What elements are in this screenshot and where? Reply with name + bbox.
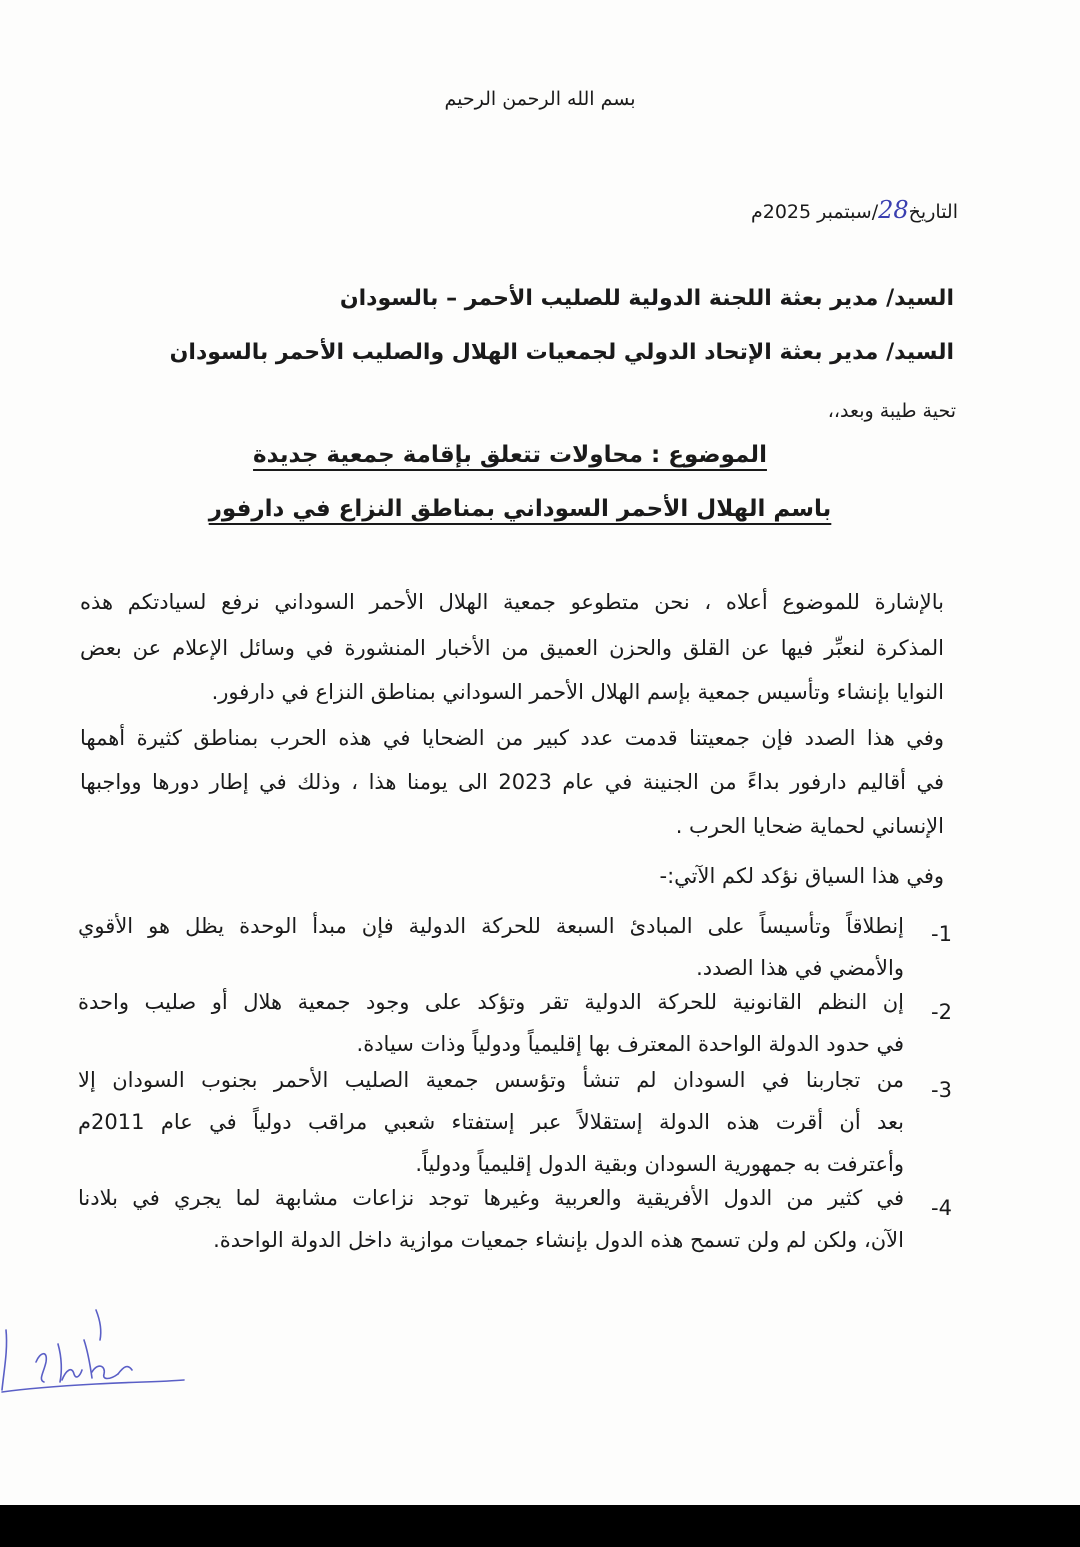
item-line: الآن، ولكن لم ولن تسمح هذه الدول بإنشاء جمعيات موازية داخل الدولة الواحدة. (213, 1228, 904, 1252)
date-prefix: التاريخ (908, 201, 958, 223)
date-rest: /سبتمبر 2025م (750, 201, 879, 223)
paragraph-line: النوايا بإنشاء وتأسيس جمعية بإسم الهلال الأحمر السوداني بمناطق النزاع في دارفور. (211, 680, 944, 704)
item-line: في كثير من الدول الأفريقية والعربية وغيرها توجد نزاعات مشابهة لما يجري في بلادنا (78, 1186, 904, 1210)
addressee-line: السيد/ مدير بعثة اللجنة الدولية للصليب الأحمر – بالسودان (339, 286, 954, 311)
item-number: -1 (931, 922, 952, 946)
item-line: وأعترفت به جمهورية السودان وبقية الدول إقليمياً ودولياً. (415, 1152, 904, 1176)
item-line: في حدود الدولة الواحدة المعترف بها إقليمياً ودولياً وذات سيادة. (356, 1032, 904, 1056)
item-line: والأمضي في هذا الصدد. (696, 956, 904, 980)
paragraph-line: وفي هذا السياق نؤكد لكم الآتي:- (659, 864, 944, 888)
item-line: بعد أن أقرت هذه الدولة إستقلالاً عبر إستفتاء شعبي مراقب دولياً في عام 2011م (78, 1110, 904, 1134)
greeting: تحية طيبة وبعد،، (827, 400, 956, 422)
item-line: من تجاربنا في السودان لم تنشأ وتؤسس جمعية الصليب الأحمر بجنوب السودان إلا (78, 1068, 904, 1092)
paragraph-line: بالإشارة للموضوع أعلاه ، نحن متطوعو جمعية الهلال الأحمر السوداني نرفع لسيادتكم هذه (80, 590, 944, 614)
item-line: إنطلاقاً وتأسيساً على المبادئ السبعة للحركة الدولية فإن مبدأ الوحدة يظل هو الأقوي (78, 914, 904, 938)
item-number: -4 (931, 1196, 952, 1220)
basmala: بسم الله الرحمن الرحيم (444, 88, 636, 110)
date-day: 28 (878, 196, 909, 224)
subject-line (0, 496, 1080, 522)
item-number: -3 (931, 1078, 952, 1102)
subject-text: باسم الهلال الأحمر السوداني بمناطق النزاع في دارفور (208, 496, 832, 522)
paragraph-line: المذكرة لنعبِّر فيها عن القلق والحزن العميق من الأخبار المنشورة في وسائل الإعلام عن بعض (80, 636, 944, 660)
addressee-line: السيد/ مدير بعثة الإتحاد الدولي لجمعيات الهلال والصليب الأحمر بالسودان (169, 340, 954, 365)
item-line: إن النظم القانونية للحركة الدولية تقر وتؤكد على وجود جمعية هلال أو صليب واحدة (78, 990, 904, 1014)
paragraph-line: الإنساني لحماية ضحايا الحرب . (675, 814, 944, 838)
item-number: -2 (931, 1000, 952, 1024)
paragraph-line: وفي هذا الصدد فإن جمعيتنا قدمت عدد كبير من الضحايا في هذه الحرب بمناطق كثيرة أهمها (80, 726, 944, 750)
signature-scribble (0, 1300, 200, 1410)
paragraph-line: في أقاليم دارفور بداءً من الجنينة في عام 2023 الى يومنا هذا ، وذلك في إطار دورها وواجبها (80, 770, 944, 794)
subject-line (0, 442, 1080, 468)
bottom-black-bar (0, 1505, 1080, 1547)
subject-text: الموضوع : محاولات تتعلق بإقامة جمعية جديدة (253, 442, 767, 468)
date-line (751, 196, 958, 224)
